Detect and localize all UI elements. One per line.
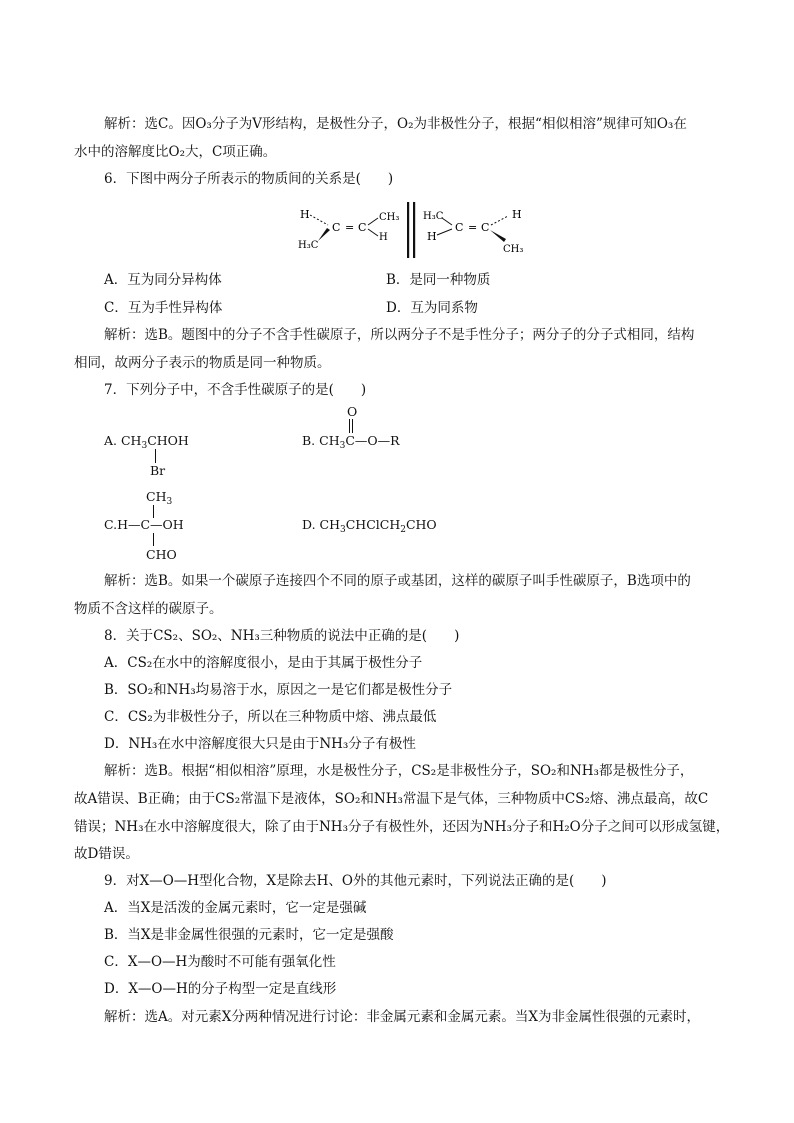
q8-option-a: A．CS₂在水中的溶解度很小，是由于其属于极性分子 — [104, 655, 423, 671]
q6-option-b: B．是同一种物质 — [386, 272, 491, 288]
left-h-label: H — [300, 208, 310, 221]
q7-c-top-sub: 3 — [166, 497, 173, 507]
q7-option-d-formula — [302, 518, 437, 537]
q8-analysis-line-2: 故A错误、B正确；由于CS₂常温下是液体，SO₂和NH₃常温下是气体，三种物质中CS₂熔、沸点最高，故C — [74, 791, 709, 807]
q7-d-part-3: CHO — [405, 517, 437, 532]
q6-figure — [290, 198, 540, 262]
q7-a-br-bond — [155, 449, 156, 463]
q5-analysis-line-1: 解析：选C。因O₃分子为V形结构，是极性分子，O₂为非极性分子，根据“相似相溶”规律可知O₃在 — [104, 116, 687, 132]
q5-analysis-line-2: 水中的溶解度比O₂大，C项正确。 — [74, 144, 277, 160]
q6-option-d: D．互为同系物 — [386, 300, 478, 316]
right-bottom-bond — [437, 229, 452, 235]
q6-option-a: A．互为同分异构体 — [104, 272, 222, 288]
right-eq-label: = — [468, 221, 478, 234]
left-c2-bottom-bond — [368, 229, 378, 236]
q7-d-part-2: CHClCH — [345, 517, 401, 532]
q8-option-b: B．SO₂和NH₃均易溶于水，原因之一是它们都是极性分子 — [104, 682, 453, 698]
q9-option-d: D．X—O—H的分子构型一定是直线形 — [104, 981, 337, 997]
q9-analysis-line-1: 解析：选A。对元素X分两种情况进行讨论：非金属元素和金属元素。当X为非金属性很强的元素时， — [104, 1009, 700, 1025]
q7-c-bottom-bond — [153, 533, 154, 546]
q8-analysis-line-3: 错误；NH₃在水中溶解度很大，除了由于NH₃分子有极性外，还因为NH₃分子和H₂O分子之间可以形成氢键， — [74, 819, 730, 835]
q7-stem: 7．下列分子中，不含手性碳原子的是( ) — [104, 382, 367, 398]
q6-analysis-line-2: 相同，故两分子表示的物质是同一种物质。 — [74, 355, 331, 371]
q9-stem: 9．对X—O—H型化合物，X是除去H、O外的其他元素时，下列说法正确的是( ) — [104, 873, 607, 889]
q9-option-b: B．当X是非金属性很强的元素时，它一定是强酸 — [104, 927, 394, 943]
right-h3c-top-label: H₃C — [423, 211, 444, 222]
q7-b-sub: 3 — [339, 441, 346, 451]
separator-bar-1 — [407, 202, 409, 258]
left-c1-label: C — [332, 221, 341, 234]
q7-d-part-1: D. CH — [302, 517, 340, 532]
q7-a-prefix: A. CH — [104, 433, 142, 448]
separator-bar-2 — [413, 202, 415, 258]
q7-c-top — [146, 490, 172, 509]
q6-analysis-line-1: 解析：选B。题图中的分子不含手性碳原子，所以两分子不是手性分子；两分子的分子式相同，结构 — [104, 327, 695, 343]
q7-a-sub: 3 — [141, 441, 148, 451]
right-h-top-label: H — [512, 208, 522, 221]
right-dash-bond — [491, 216, 508, 225]
q8-option-d: D．NH₃在水中溶解度很大只是由于NH₃分子有极性 — [104, 736, 416, 752]
right-wedge-bond — [490, 230, 506, 242]
q6-option-c: C．互为手性异构体 — [104, 300, 223, 316]
left-c2-top-bond — [368, 218, 378, 225]
left-h-bottom-label: H — [379, 232, 388, 243]
q8-analysis-line-1: 解析：选B。根据“相似相溶”原理，水是极性分子，CS₂是非极性分子，SO₂和NH₃都是极性分子， — [104, 763, 694, 779]
left-eq-label: = — [345, 221, 355, 234]
right-top-bond — [442, 218, 452, 225]
left-wedge-bond — [318, 228, 330, 241]
q8-option-c: C．CS₂为非极性分子，所以在三种物质中熔、沸点最低 — [104, 709, 437, 725]
q7-analysis-line-2: 物质不含这样的碳原子。 — [74, 601, 223, 617]
left-c2-label: C — [358, 221, 367, 234]
left-ch3-top-label: CH₃ — [379, 212, 400, 223]
q7-a-rest: CHOH — [147, 433, 189, 448]
left-dash-bond — [310, 215, 328, 225]
q8-stem: 8．关于CS₂、SO₂、NH₃三种物质的说法中正确的是( ) — [104, 628, 460, 644]
q7-d-sub-2: 2 — [400, 525, 406, 535]
q7-a-br: Br — [150, 463, 166, 478]
q7-option-a-formula — [104, 434, 189, 453]
right-ch3-bottom-label: CH₃ — [503, 244, 524, 255]
q7-option-b-formula — [302, 434, 400, 453]
q6-stem: 6．下图中两分子所表示的物质间的关系是( ) — [104, 171, 394, 187]
q7-analysis-line-1: 解析：选B。如果一个碳原子连接四个不同的原子或基团，这样的碳原子叫手性碳原子，B选项中的 — [104, 573, 691, 589]
q7-b-rest: C—O—R — [345, 433, 400, 448]
q8-analysis-line-4: 故D错误。 — [74, 846, 139, 862]
right-c2-label: C — [481, 221, 490, 234]
right-h-bottom-label: H — [427, 230, 437, 243]
q7-c-top-text: CH — [146, 489, 167, 504]
q7-b-oxygen: O — [347, 404, 358, 419]
q7-b-prefix: B. CH — [302, 433, 340, 448]
right-c1-label: C — [455, 221, 464, 234]
q7-c-mid: C.H—C—OH — [104, 517, 184, 532]
q9-option-a: A．当X是活泼的金属元素时，它一定是强碱 — [104, 900, 367, 916]
q7-d-sub-1: 3 — [340, 525, 346, 535]
q7-b-double-bond-1 — [349, 419, 350, 433]
q7-c-bottom: CHO — [146, 547, 177, 562]
q9-option-c: C．X—O—H为酸时不可能有强氧化性 — [104, 954, 336, 970]
q7-b-double-bond-2 — [352, 419, 353, 433]
left-ch3-bottom-label: H₃C — [298, 240, 319, 251]
